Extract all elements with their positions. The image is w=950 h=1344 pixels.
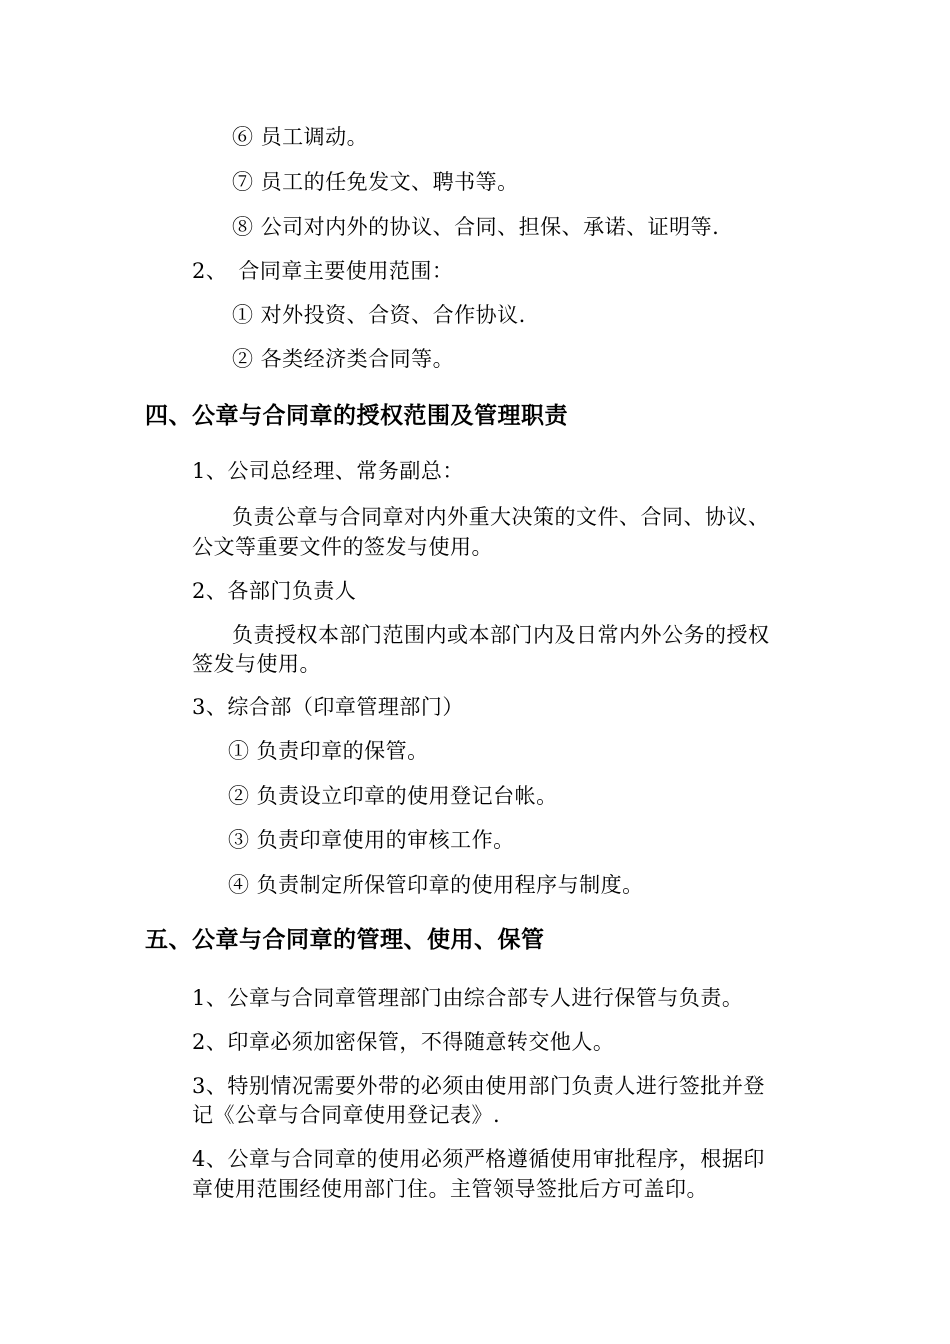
item-department-head-text-2: 签发与使用。 [192, 652, 321, 676]
item-general-manager-title: 1、公司总经理、常务副总： [192, 459, 464, 483]
section5-item-1: 1、公章与合同章管理部门由综合部专人进行保管与负责。 [192, 986, 744, 1010]
item-general-dept-title: 3、综合部（印章管理部门） [192, 695, 464, 719]
section-heading-5: 五、公章与合同章的管理、使用、保管 [145, 927, 545, 953]
item-general-manager-text-1: 负责公章与合同章对内外重大决策的文件、合同、协议、 [232, 505, 770, 529]
list-item-employee-transfer: ⑥ 员工调动。 [232, 125, 369, 149]
list-item-investment: ① 对外投资、合资、合作协议. [232, 303, 526, 327]
list-item-economic-contracts: ② 各类经济类合同等。 [232, 347, 455, 371]
list-item-agreements: ⑧ 公司对内外的协议、合同、担保、承诺、证明等. [232, 215, 720, 239]
contract-seal-scope-title: 2、 合同章主要使用范围： [192, 259, 454, 283]
list-item-custody: ① 负责印章的保管。 [228, 739, 429, 763]
section5-item-2: 2、印章必须加密保管，不得随意转交他人。 [192, 1030, 615, 1054]
section5-item-4-line-2: 章使用范围经使用部门住。主管领导签批后方可盖印。 [192, 1177, 708, 1201]
section5-item-3-line-1: 3、特别情况需要外带的必须由使用部门负责人进行签批并登 [192, 1074, 765, 1098]
section-heading-4: 四、公章与合同章的授权范围及管理职责 [145, 403, 568, 429]
list-item-review: ③ 负责印章使用的审核工作。 [228, 828, 515, 852]
list-item-procedures: ④ 负责制定所保管印章的使用程序与制度。 [228, 873, 644, 897]
section5-item-3-line-2: 记《公章与合同章使用登记表》. [192, 1103, 501, 1127]
list-item-ledger: ② 负责设立印章的使用登记台帐。 [228, 784, 558, 808]
section5-item-4-line-1: 4、公章与合同章的使用必须严格遵循使用审批程序，根据印 [192, 1147, 765, 1171]
list-item-appointment: ⑦ 员工的任免发文、聘书等。 [232, 170, 519, 194]
item-general-manager-text-2: 公文等重要文件的签发与使用。 [192, 535, 493, 559]
item-department-head-text-1: 负责授权本部门范围内或本部门内及日常内外公务的授权 [232, 623, 770, 647]
item-department-head-title: 2、各部门负责人 [192, 579, 357, 603]
